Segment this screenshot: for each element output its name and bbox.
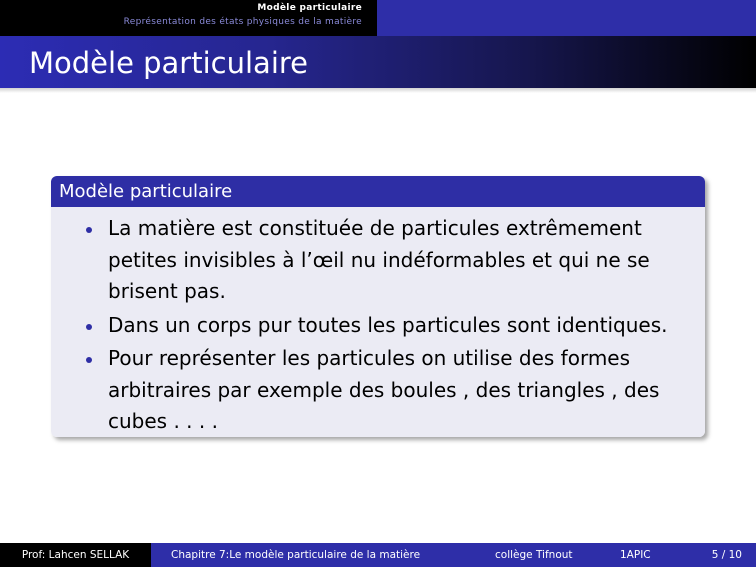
bullet-icon (86, 324, 92, 330)
content-block (51, 176, 705, 437)
list-item-text: Dans un corps pur toutes les particules sont identiques. (108, 312, 668, 337)
list-item-text: La matière est constituée de particules extrêmement petites invisibles à l’œil nu indéformables et qui ne se brisent pas. (108, 216, 650, 303)
footer-author: Prof: Lahcen SELLAK (0, 543, 151, 567)
frame-title: Modèle particulaire (29, 46, 308, 80)
frame-title-bar (0, 36, 756, 88)
nav-section-link[interactable]: Modèle particulaire (257, 3, 362, 13)
footer-main (151, 543, 756, 567)
nav-subsection-link[interactable]: Représentation des états physiques de la matière (123, 17, 362, 27)
list-item (51, 310, 705, 342)
nav-filler (377, 0, 756, 36)
title-bar-shadow (0, 88, 756, 93)
bullet-list (51, 207, 705, 437)
footline (0, 543, 756, 567)
bullet-icon (86, 357, 92, 363)
footer-title: Chapitre 7:Le modèle particulaire de la matière (171, 549, 421, 561)
bullet-icon (86, 227, 92, 233)
list-item (51, 213, 705, 308)
block-body (51, 207, 705, 437)
page-number: 5 / 10 (711, 549, 742, 561)
list-item-text: Pour représenter les particules on utilise des formes arbitraires par exemple des boules , des triangles , des cubes . . . . (108, 346, 660, 433)
footer-institute: collège Tifnout (495, 549, 573, 561)
navigation-bar (0, 0, 756, 36)
block-title: Modèle particulaire (51, 176, 705, 207)
list-item (51, 343, 705, 437)
footer-class: 1APIC (620, 549, 651, 561)
nav-panel (0, 0, 377, 36)
